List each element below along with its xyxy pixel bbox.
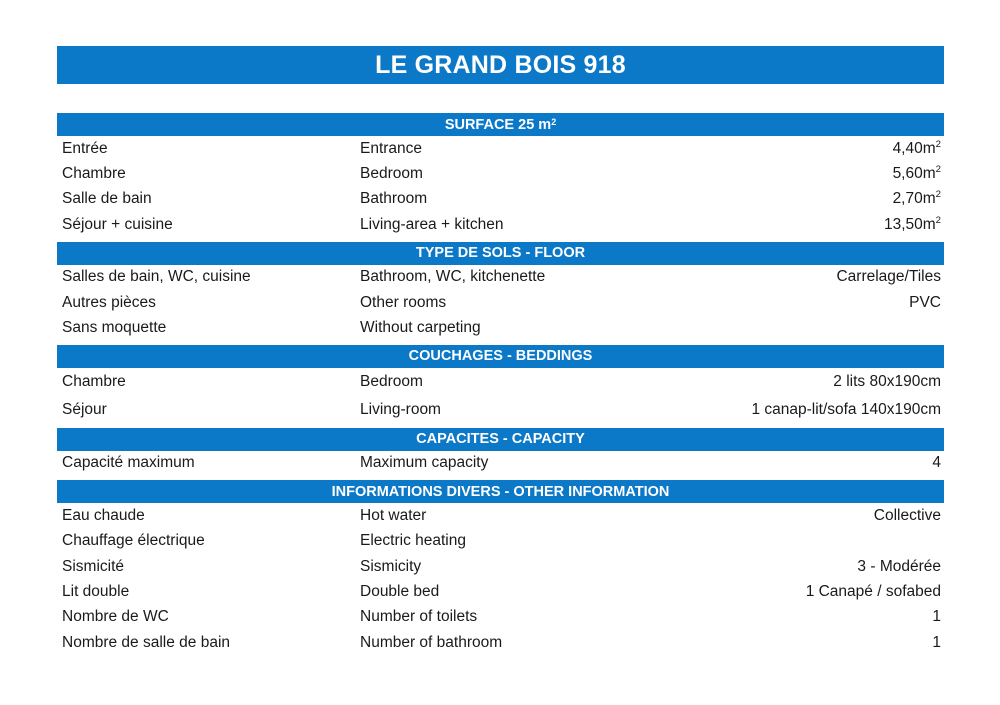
row-value: 1 — [932, 633, 941, 651]
section-header-beddings — [57, 345, 944, 368]
row-value — [893, 165, 941, 183]
page-title: LE GRAND BOIS 918 — [375, 50, 626, 79]
label-en: Bedroom — [360, 165, 423, 183]
section-title: COUCHAGES - BEDDINGS — [408, 348, 593, 365]
row-value: 1 canap-lit/sofa 140x190cm — [751, 400, 941, 418]
value-superscript: 2 — [935, 214, 941, 226]
table-row — [57, 290, 944, 315]
label-fr: Salles de bain, WC, cuisine — [62, 268, 251, 286]
table-row — [57, 451, 944, 476]
section-title: INFORMATIONS DIVERS - OTHER INFORMATION — [331, 483, 670, 500]
label-en: Bedroom — [360, 372, 423, 390]
label-en: Bathroom — [360, 190, 428, 208]
section-rows-other-information — [57, 503, 944, 655]
label-en: Living-area + kitchen — [360, 215, 504, 233]
label-fr: Nombre de salle de bain — [62, 633, 231, 651]
label-en: Electric heating — [360, 532, 466, 550]
row-value: 1 — [932, 608, 941, 626]
value-superscript: 2 — [935, 163, 941, 175]
row-value: 3 - Modérée — [857, 557, 941, 575]
label-fr: Lit double — [62, 582, 130, 600]
table-row — [57, 212, 944, 237]
section-header-floor — [57, 242, 944, 265]
table-row — [57, 529, 944, 554]
row-value: Collective — [873, 506, 941, 524]
table-row — [57, 503, 944, 528]
label-en: Double bed — [360, 582, 440, 600]
label-en: Other rooms — [360, 293, 447, 311]
label-en: Without carpeting — [360, 319, 481, 337]
row-value: Carrelage/Tiles — [836, 268, 941, 286]
section-rows-beddings — [57, 368, 944, 424]
value-text: 5,60m — [892, 165, 936, 183]
title-bar — [57, 46, 944, 84]
table-row — [57, 368, 944, 396]
row-value: 2 lits 80x190cm — [833, 372, 941, 390]
label-fr: Chauffage électrique — [62, 532, 205, 550]
label-fr: Sismicité — [62, 557, 125, 575]
sheet-content — [57, 46, 944, 655]
label-en: Entrance — [360, 139, 423, 157]
label-fr: Eau chaude — [62, 506, 145, 524]
section-title: SURFACE 25 m — [444, 116, 552, 133]
label-en: Sismicity — [360, 557, 422, 575]
label-fr: Capacité maximum — [62, 454, 195, 472]
label-fr: Séjour + cuisine — [62, 215, 173, 233]
table-row — [57, 605, 944, 630]
value-text: 4,40m — [892, 139, 936, 157]
table-row — [57, 136, 944, 161]
section-header-capacity — [57, 428, 944, 451]
value-superscript: 2 — [935, 138, 941, 150]
section-header-surface: SURFACE 25 m 2 — [57, 113, 944, 136]
label-fr: Autres pièces — [62, 293, 156, 311]
label-en: Number of toilets — [360, 608, 478, 626]
label-en: Hot water — [360, 506, 427, 524]
table-row — [57, 187, 944, 212]
table-row — [57, 630, 944, 655]
label-en: Bathroom, WC, kitchenette — [360, 268, 546, 286]
label-fr: Séjour — [62, 400, 107, 418]
value-superscript: 2 — [935, 189, 941, 201]
row-value — [893, 140, 941, 158]
row-value: 4 — [932, 454, 941, 472]
label-en: Maximum capacity — [360, 454, 489, 472]
label-fr: Chambre — [62, 372, 126, 390]
section-title: TYPE DE SOLS - FLOOR — [415, 245, 586, 262]
label-fr: Nombre de WC — [62, 608, 169, 626]
section-rows-surface — [57, 136, 944, 238]
table-row — [57, 265, 944, 290]
label-en: Number of bathroom — [360, 633, 503, 651]
table-row — [57, 161, 944, 186]
section-title: CAPACITES - CAPACITY — [416, 431, 585, 448]
table-row — [57, 579, 944, 604]
label-fr: Salle de bain — [62, 190, 152, 208]
value-text: 2,70m — [892, 190, 936, 208]
table-row — [57, 396, 944, 424]
row-value: PVC — [909, 293, 941, 311]
label-fr: Entrée — [62, 139, 108, 157]
row-value: 1 Canapé / sofabed — [805, 582, 941, 600]
section-rows-floor — [57, 265, 944, 341]
value-text: 13,50m — [883, 215, 936, 233]
row-value — [893, 190, 941, 208]
label-fr: Chambre — [62, 165, 126, 183]
section-header-other-information — [57, 480, 944, 503]
table-row — [57, 315, 944, 340]
label-en: Living-room — [360, 400, 441, 418]
section-rows-capacity — [57, 451, 944, 476]
row-value — [884, 216, 941, 234]
table-row — [57, 554, 944, 579]
label-fr: Sans moquette — [62, 319, 167, 337]
